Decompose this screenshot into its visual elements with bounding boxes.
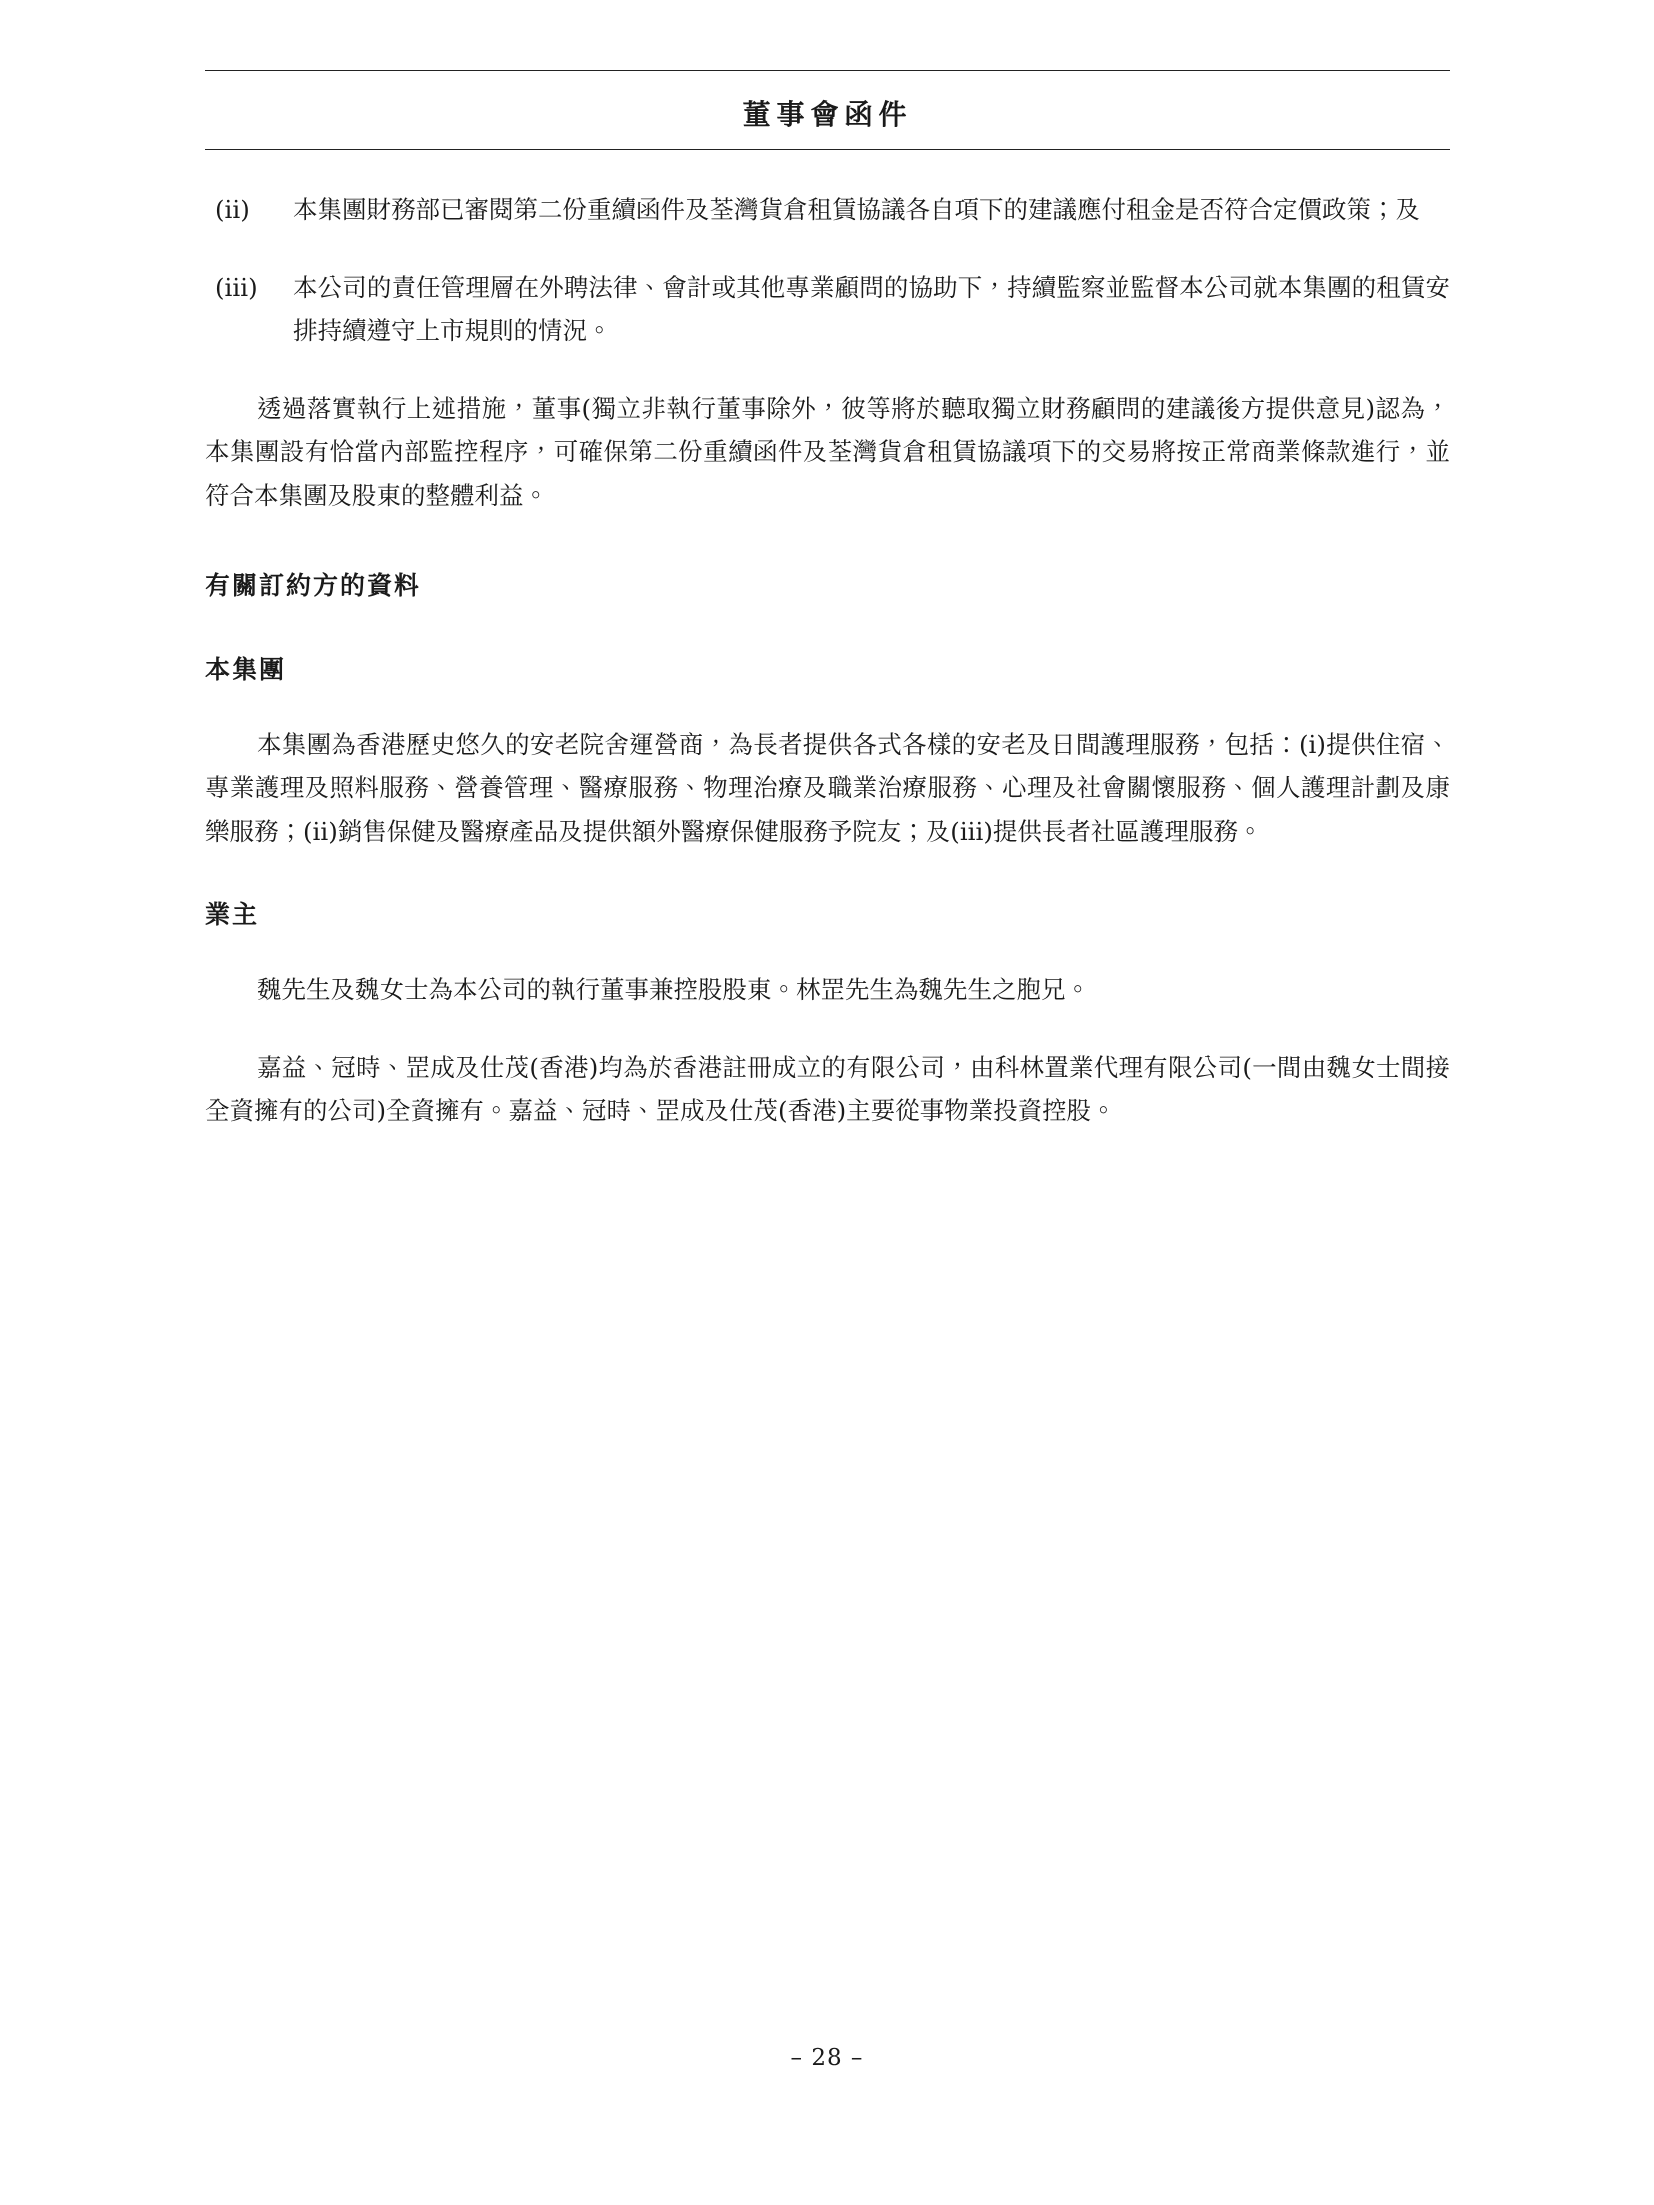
list-item [205,266,1450,353]
header-rule-bottom [205,149,1450,150]
page-title: 董事會函件 [742,98,913,131]
paragraph-internal-control: 透過落實執行上述措施，董事(獨立非執行董事除外，彼等將於聽取獨立財務顧問的建議後方提供意見)認為，本集團設有恰當內部監控程序，可確保第二份重續函件及荃灣貨倉租賃協議項下的交易將按正常商業條款進行，並符合本集團及股東的整體利益。 [205,393,1450,511]
list-item-text: 本集團財務部已審閱第二份重續函件及荃灣貨倉租賃協議各自項下的建議應付租金是否符合定價政策；及 [293,195,1420,224]
list-item-marker: (ii) [215,195,250,224]
list-item-marker: (iii) [215,272,258,302]
page-content [205,70,1450,1167]
body-content [205,188,1450,1133]
subsection-heading-group: 本集團 [205,655,287,685]
section-heading-parties: 有關訂約方的資料 [205,570,422,600]
paragraph-landlord-relationship: 魏先生及魏女士為本公司的執行董事兼控股股東。林罡先生為魏先生之胞兄。 [257,974,1090,1004]
page-number: – 28 – [790,2045,864,2071]
subsection-heading-landlord: 業主 [205,900,260,930]
paragraph-group-description: 本集團為香港歷史悠久的安老院舍運營商，為長者提供各式各樣的安老及日間護理服務，包括：(i)提供住宿、專業護理及照料服務、營養管理、醫療服務、物理治療及職業治療服務、心理及社會關懷服務、個人護理計劃及康樂服務；(ii)銷售保健及醫療產品及提供額外醫療保健服務予院友；及(iii)提供長者社區護理服務。 [205,729,1450,846]
paragraph-landlord-companies: 嘉益、冠時、罡成及仕茂(香港)均為於香港註冊成立的有限公司，由科林置業代理有限公司(一間由魏女士間接全資擁有的公司)全資擁有。嘉益、冠時、罡成及仕茂(香港)主要從事物業投資控股。 [205,1052,1450,1126]
page-header-block [205,70,1450,150]
list-item-text: 本公司的責任管理層在外聘法律、會計或其他專業顧問的協助下，持續監察並監督本公司就本集團的租賃安排持續遵守上市規則的情況。 [293,272,1450,346]
list-item [205,188,1450,232]
